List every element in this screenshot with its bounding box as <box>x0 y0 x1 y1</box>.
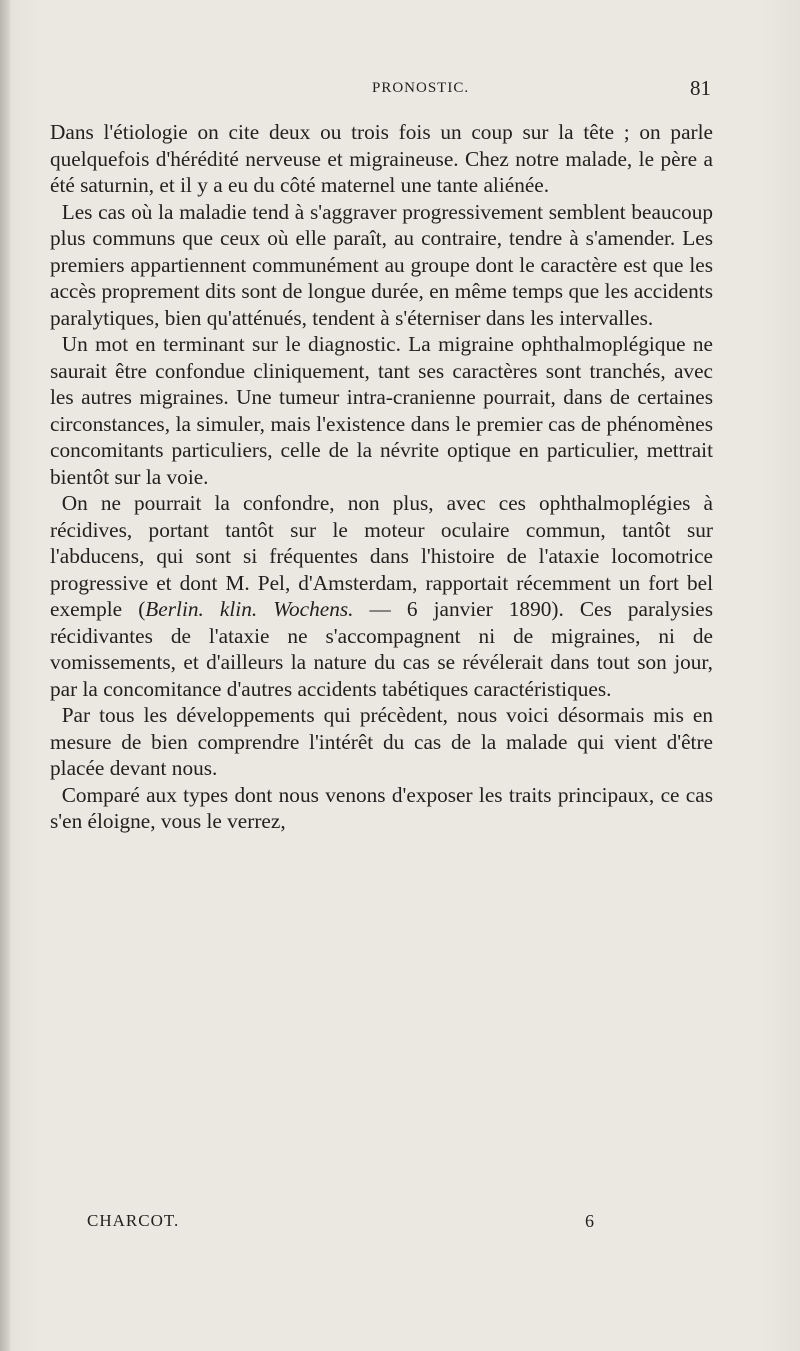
paragraph-interest: Par tous les développements qui précèdent, nous voici désormais mis en mesure de bien comprendre l'intérêt du cas de la malade qui vient d'être placée devant nous. <box>50 703 713 780</box>
paragraph-diagnosis: Un mot en terminant sur le diagnostic. La migraine ophthalmoplégique ne saurait être confondue cliniquement, tant ses caractères sont tranchés, avec les autres migraines. Une tumeur intra-cranienne pourrait, dans de certaines circonstances, la simuler, mais l'existence dans le premier cas de phénomènes concomitants particuliers, celle de la névrite optique en particulier, mettrait bientôt sur la voie. <box>50 332 713 489</box>
page-header <box>0 76 800 106</box>
paragraph-progression: Les cas où la maladie tend à s'aggraver progressivement semblent beaucoup plus communs que ceux où elle paraît, au contraire, tendre à s'amender. Les premiers appartiennent communément au groupe dont le caractère est que les accès proprement dits sont de longue durée, en même temps que les accidents paralytiques, bien qu'atténués, tendent à s'éterniser dans les intervalles. <box>50 199 713 330</box>
paragraph-ataxia <box>50 490 713 702</box>
paragraph-ataxia-text-end: — 6 janvier 1890). Ces paralysies récidivantes de l'ataxie ne s'accompagnent ni de migraines, ni de vomissements, et d'ailleurs la nature du cas se révélerait dans tout son jour, par la concomitance d'autres accidents tabétiques caractéristiques. <box>50 597 714 701</box>
paragraph-etiology: Dans l'étiologie on cite deux ou trois fois un coup sur la tête ; on parle quelquefois d'hérédité nerveuse et migraineuse. Chez notre malade, le père a été saturnin, et il y a eu du côté maternel une tante aliénée. <box>50 120 713 197</box>
signature-mark: 6 <box>585 1211 594 1231</box>
paragraph-comparison: Comparé aux types dont nous venons d'exposer les traits principaux, ce cas s'en éloigne, vous le verrez, <box>50 782 713 833</box>
signature-author: CHARCOT. <box>87 1211 180 1230</box>
page-number: 81 <box>690 76 711 100</box>
running-head: PRONOSTIC. <box>372 80 470 96</box>
citation-journal: Berlin. klin. Wochens. <box>145 597 354 621</box>
page-footer <box>0 1211 800 1237</box>
book-spine-shadow <box>0 0 10 1351</box>
body-text <box>50 119 713 835</box>
paragraph-ataxia-text-start: On ne pourrait la confondre, non plus, avec ces ophthalmoplégies à récidives, portant tantôt sur le moteur oculaire commun, tantôt sur l'abducens, qui sont si fréquentes dans l'histoire de l'ataxie locomotrice progressive et dont M. Pel, d'Amsterdam, rapportait récemment un fort bel exemple ( <box>50 491 713 621</box>
